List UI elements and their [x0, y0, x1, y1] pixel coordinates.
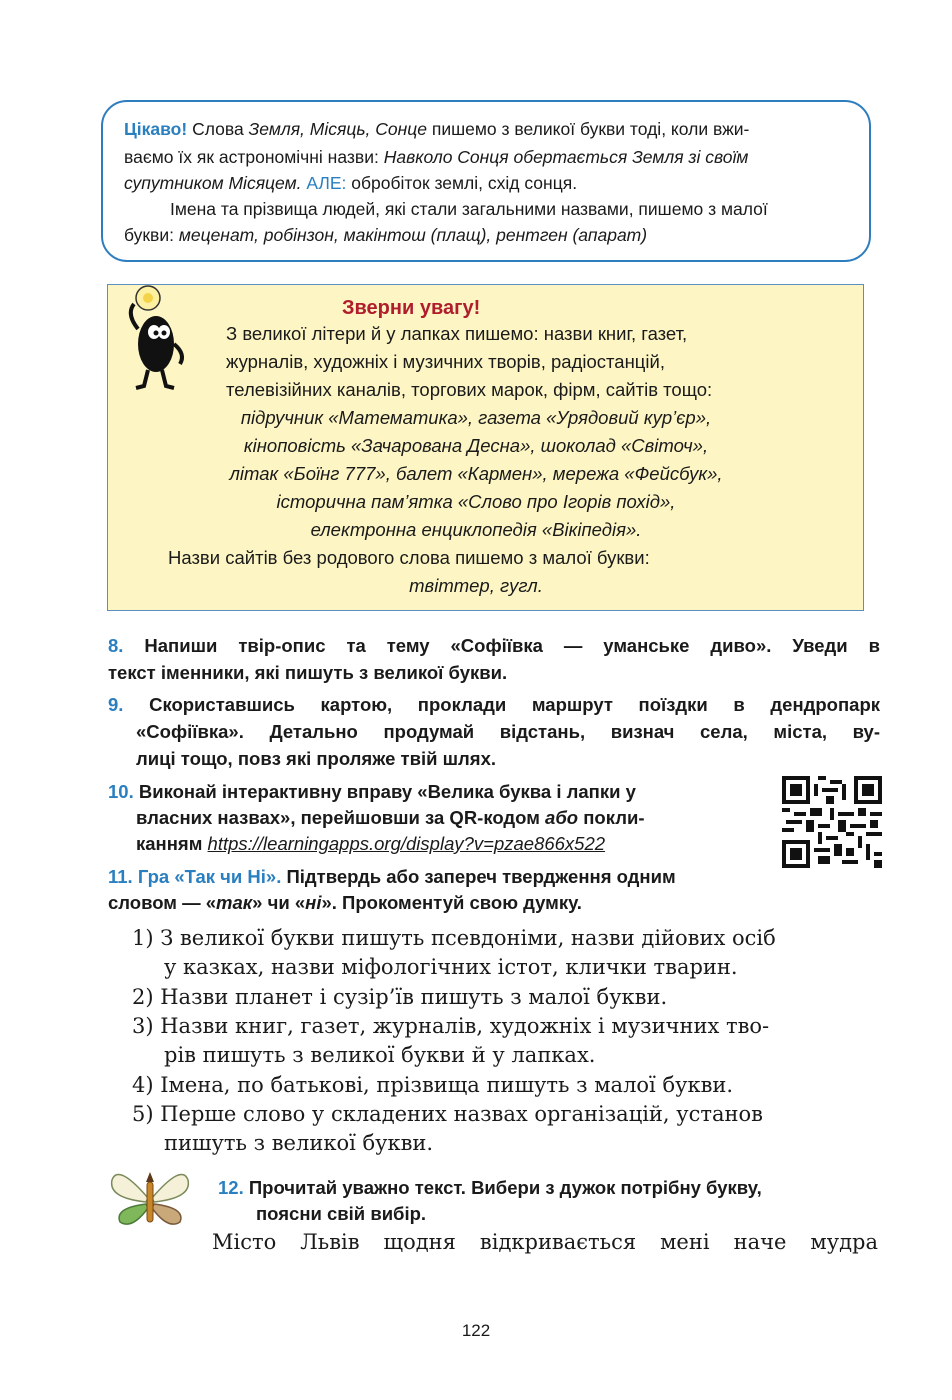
statement-3-cont: рів пишуть з великої букви й у лапках.: [164, 1043, 596, 1067]
statement-2: 2) Назви планет і сузір’їв пишуть з малої букви.: [132, 985, 668, 1009]
task-9-line-3: лиці тощо, повз які проляже твій шлях.: [136, 748, 497, 769]
attention-example-4: історична пам’ятка «Слово про Ігорів похід»,: [276, 491, 676, 512]
attention-line-2: журналів, художніх і музичних творів, радіостанцій,: [226, 351, 665, 372]
attention-example-3: літак «Боїнг 777», балет «Кармен», мережа «Фейсбук»,: [229, 463, 723, 484]
task-9-line-2: «Софіївка». Детально продумай відстань, визнач села, міста, ву-: [136, 721, 880, 742]
attention-line-1: З великої літери й у лапках пишемо: назви книг, газет,: [226, 323, 688, 344]
interesting-line-5: букви: меценат, робінзон, макінтош (плащ), рентген (апарат): [124, 225, 648, 245]
learningapps-link[interactable]: https://learningapps.org/display?v=pzae866x522: [207, 833, 606, 854]
statement-1: 1) З великої букви пишуть псевдоніми, назви дійових осіб: [132, 926, 776, 950]
task-8-line-1: 8. Напиши твір-опис та тему «Софіївка — уманське диво». Уведи в: [108, 635, 880, 656]
task-8-line-2: текст іменники, які пишуть з великої букви.: [108, 662, 508, 683]
butterfly-brush-icon: [108, 1168, 192, 1228]
attention-title: Зверни увагу!: [342, 297, 481, 319]
statement-3: 3) Назви книг, газет, журналів, художніх і музичних тво-: [132, 1014, 770, 1038]
thinking-character-icon: [118, 284, 198, 394]
interesting-line-1: Цікаво! Слова Земля, Місяць, Сонце пишемо з великої букви тоді, коли вжи-: [124, 119, 750, 139]
page-number: 122: [461, 1321, 491, 1340]
task-12-line-2: поясни свій вибір.: [256, 1203, 427, 1224]
task-12-line-1: 12. Прочитай уважно текст. Вибери з дужок потрібну букву,: [218, 1177, 762, 1198]
attention-example-6: твіттер, гугл.: [409, 575, 543, 596]
qr-code-icon[interactable]: [782, 776, 882, 868]
interesting-line-2: ваємо їх як астрономічні назви: Навколо Сонця обертається Земля зі своїм: [124, 147, 749, 167]
attention-example-1: підручник «Математика», газета «Урядовий кур’єр»,: [240, 407, 712, 428]
task-10-line-2: власних назвах», перейшовши за QR-кодом або покли-: [136, 807, 645, 828]
interesting-label: Цікаво!: [124, 119, 188, 139]
statement-5-cont: пишуть з великої букви.: [164, 1131, 434, 1155]
statement-1-cont: у казках, назви міфологічних істот, клички тварин.: [164, 955, 738, 979]
task-11-line-1: 11. Гра «Так чи Ні». Підтвердь або запереч твердження одним: [108, 866, 676, 887]
task-12-text: Місто Львів щодня відкривається мені наче мудра: [212, 1230, 878, 1254]
task-10-line-3: канням https://learningapps.org/display?v=pzae866x522: [136, 833, 606, 854]
attention-example-2: кіноповість «Зачарована Десна», шоколад «Світоч»,: [243, 435, 709, 456]
attention-line-4: Назви сайтів без родового слова пишемо з малої букви:: [168, 547, 650, 568]
task-9-line-1: 9. Скориставшись картою, проклади маршрут поїздки в дендропарк: [108, 694, 881, 715]
attention-line-3: телевізійних каналів, торгових марок, фірм, сайтів тощо:: [226, 379, 713, 400]
task-10-line-1: 10. Виконай інтерактивну вправу «Велика буква і лапки у: [108, 781, 636, 802]
interesting-line-3: супутником Місяцем. АЛЕ: обробіток землі, схід сонця.: [124, 173, 578, 193]
statement-5: 5) Перше слово у складених назвах організацій, установ: [132, 1102, 763, 1126]
task-11-line-2: словом — «так» чи «ні». Прокоментуй свою думку.: [108, 892, 582, 913]
interesting-line-4: Імена та прізвища людей, які стали загальними назвами, пишемо з малої: [170, 199, 768, 219]
attention-example-5: електронна енциклопедія «Вікіпедія».: [310, 519, 642, 540]
statement-4: 4) Імена, по батькові, прізвища пишуть з малої букви.: [132, 1073, 734, 1097]
